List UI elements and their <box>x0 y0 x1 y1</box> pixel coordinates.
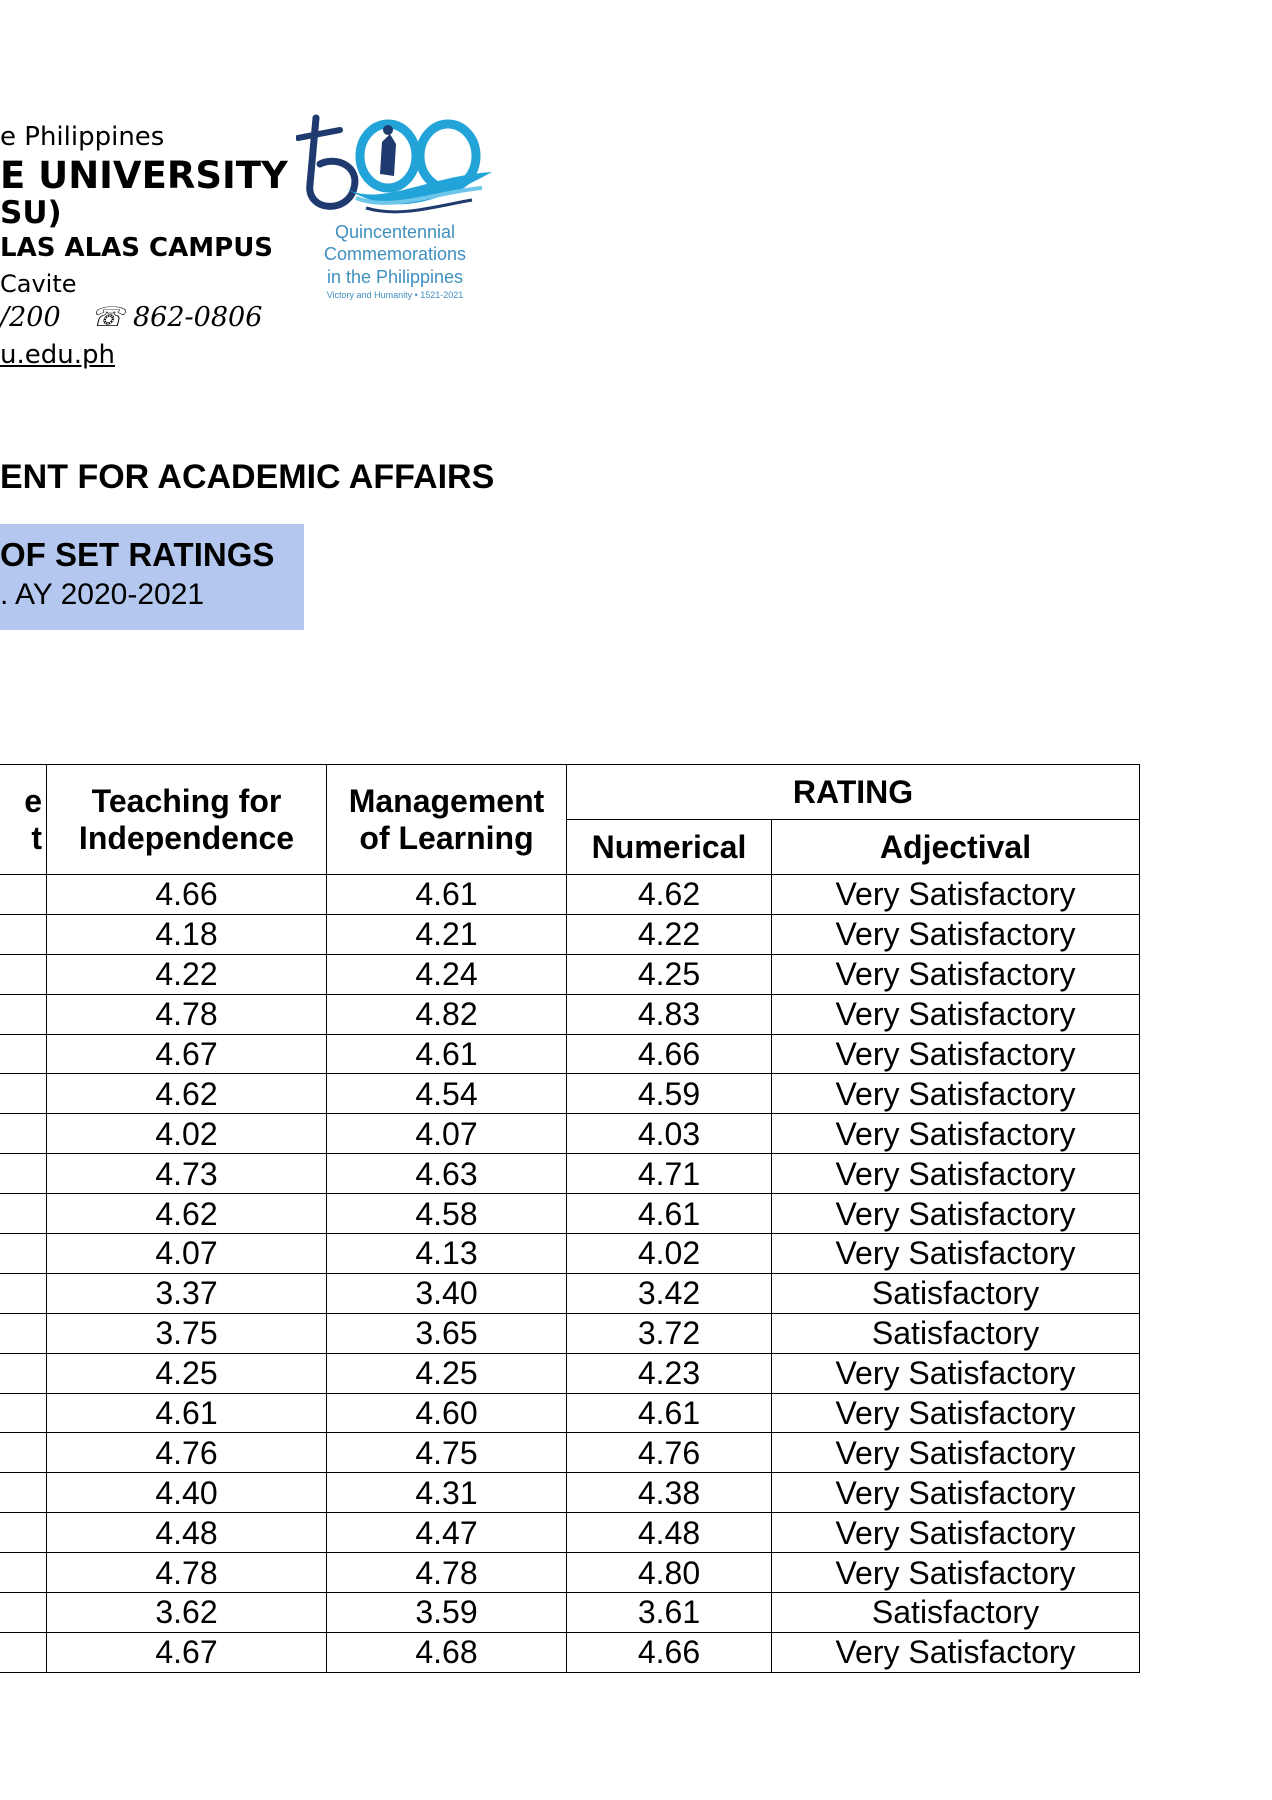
teaching-for-independence-cell: 4.25 <box>47 1353 327 1393</box>
teaching-for-independence-cell: 4.62 <box>47 1074 327 1114</box>
quincentennial-500-mark <box>296 114 494 218</box>
partial-cell <box>0 1433 47 1473</box>
numerical-rating-cell: 4.66 <box>567 1034 772 1074</box>
partial-cell <box>0 1393 47 1433</box>
quincentennial-logo <box>296 114 494 304</box>
numerical-rating-cell: 4.71 <box>567 1154 772 1194</box>
table-row <box>0 1513 1140 1553</box>
adjectival-rating-cell: Very Satisfactory <box>772 1114 1140 1154</box>
adjectival-rating-cell: Satisfactory <box>772 1593 1140 1633</box>
table-row <box>0 914 1140 954</box>
teaching-for-independence-cell: 4.18 <box>47 914 327 954</box>
adjectival-rating-cell: Very Satisfactory <box>772 1553 1140 1593</box>
logo-caption-commemorations: Commemorations <box>323 244 467 264</box>
numerical-rating-cell: 4.48 <box>567 1513 772 1553</box>
table-row <box>0 1273 1140 1313</box>
partial-cell <box>0 1034 47 1074</box>
partial-cell <box>0 1273 47 1313</box>
header-phone-number: 862-0806 <box>133 302 263 333</box>
numerical-rating-cell: 4.38 <box>567 1473 772 1513</box>
numerical-rating-cell: 4.59 <box>567 1074 772 1114</box>
numerical-rating-cell: 4.22 <box>567 914 772 954</box>
teaching-for-independence-cell: 4.62 <box>47 1194 327 1234</box>
management-of-learning-cell: 3.59 <box>327 1593 567 1633</box>
header-university-name: E UNIVERSITY <box>0 154 288 197</box>
partial-cell <box>0 1632 47 1672</box>
partial-cell <box>0 875 47 915</box>
numerical-rating-cell: 4.80 <box>567 1553 772 1593</box>
header-phone-fragment: /200 <box>0 302 61 333</box>
teaching-for-independence-cell: 4.78 <box>47 994 327 1034</box>
partial-cell <box>0 1473 47 1513</box>
management-of-learning-cell: 4.25 <box>327 1353 567 1393</box>
numerical-rating-cell: 4.61 <box>567 1194 772 1234</box>
partial-cell <box>0 1553 47 1593</box>
numerical-rating-cell: 4.62 <box>567 875 772 915</box>
table-row <box>0 954 1140 994</box>
adjectival-rating-cell: Very Satisfactory <box>772 875 1140 915</box>
adjectival-rating-cell: Very Satisfactory <box>772 994 1140 1034</box>
adjectival-rating-cell: Satisfactory <box>772 1313 1140 1353</box>
header-campus-name: LAS ALAS CAMPUS <box>0 233 274 263</box>
set-ratings-table <box>0 764 1140 1673</box>
adjectival-rating-cell: Very Satisfactory <box>772 914 1140 954</box>
partial-cell <box>0 914 47 954</box>
header-province: Cavite <box>0 270 77 298</box>
table-row <box>0 1114 1140 1154</box>
adjectival-rating-cell: Very Satisfactory <box>772 1353 1140 1393</box>
management-of-learning-cell: 4.13 <box>327 1234 567 1274</box>
management-of-learning-cell: 4.68 <box>327 1632 567 1672</box>
adjectival-rating-cell: Very Satisfactory <box>772 1632 1140 1672</box>
management-of-learning-cell: 4.58 <box>327 1194 567 1234</box>
adjectival-rating-cell: Very Satisfactory <box>772 1473 1140 1513</box>
partial-cell <box>0 954 47 994</box>
teaching-for-independence-cell: 4.22 <box>47 954 327 994</box>
table-row <box>0 1194 1140 1234</box>
partial-cell <box>0 1313 47 1353</box>
table-row <box>0 1393 1140 1433</box>
adjectival-rating-cell: Satisfactory <box>772 1273 1140 1313</box>
teaching-for-independence-cell: 4.78 <box>47 1553 327 1593</box>
teaching-for-independence-cell: 4.76 <box>47 1433 327 1473</box>
teaching-for-independence-cell: 4.40 <box>47 1473 327 1513</box>
table-row <box>0 1154 1140 1194</box>
adjectival-rating-cell: Very Satisfactory <box>772 1154 1140 1194</box>
teaching-for-independence-cell: 3.75 <box>47 1313 327 1353</box>
management-of-learning-cell: 4.54 <box>327 1074 567 1114</box>
teaching-for-independence-cell: 4.02 <box>47 1114 327 1154</box>
column-header-management-of-learning: Management of Learning <box>327 765 567 875</box>
numerical-rating-cell: 4.23 <box>567 1353 772 1393</box>
numerical-rating-cell: 4.66 <box>567 1632 772 1672</box>
adjectival-rating-cell: Very Satisfactory <box>772 1034 1140 1074</box>
table-row <box>0 1074 1140 1114</box>
numerical-rating-cell: 4.25 <box>567 954 772 994</box>
adjectival-rating-cell: Very Satisfactory <box>772 1234 1140 1274</box>
header-website-link[interactable]: u.edu.ph <box>0 340 115 370</box>
management-of-learning-cell: 4.24 <box>327 954 567 994</box>
header-university-abbreviation: SU) <box>0 195 62 231</box>
header-country-line: e Philippines <box>0 122 165 152</box>
logo-caption-quincentennial: Quincentennial <box>334 222 456 242</box>
teaching-for-independence-cell: 4.73 <box>47 1154 327 1194</box>
logo-caption-tagline: Victory and Humanity • 1521-2021 <box>326 290 464 300</box>
partial-cell <box>0 1154 47 1194</box>
partial-cell <box>0 1353 47 1393</box>
teaching-for-independence-cell: 4.66 <box>47 875 327 915</box>
adjectival-rating-cell: Very Satisfactory <box>772 954 1140 994</box>
telephone-icon: ☏ <box>90 302 125 333</box>
partial-cell <box>0 1234 47 1274</box>
numerical-rating-cell: 3.72 <box>567 1313 772 1353</box>
numerical-rating-cell: 4.61 <box>567 1393 772 1433</box>
management-of-learning-cell: 4.82 <box>327 994 567 1034</box>
management-of-learning-cell: 4.75 <box>327 1433 567 1473</box>
adjectival-rating-cell: Very Satisfactory <box>772 1194 1140 1234</box>
management-of-learning-cell: 3.65 <box>327 1313 567 1353</box>
numerical-rating-cell: 4.76 <box>567 1433 772 1473</box>
teaching-for-independence-cell: 3.37 <box>47 1273 327 1313</box>
management-of-learning-cell: 4.07 <box>327 1114 567 1154</box>
header-phone-line <box>0 302 262 333</box>
column-header-teaching-for-independence: Teaching for Independence <box>47 765 327 875</box>
teaching-for-independence-cell: 4.07 <box>47 1234 327 1274</box>
table-row <box>0 1234 1140 1274</box>
management-of-learning-cell: 4.47 <box>327 1513 567 1553</box>
adjectival-rating-cell: Very Satisfactory <box>772 1513 1140 1553</box>
management-of-learning-cell: 4.21 <box>327 914 567 954</box>
numerical-rating-cell: 4.83 <box>567 994 772 1034</box>
table-row <box>0 1433 1140 1473</box>
table-row <box>0 1353 1140 1393</box>
logo-caption-philippines: in the Philippines <box>326 267 464 287</box>
table-row <box>0 1313 1140 1353</box>
management-of-learning-cell: 4.31 <box>327 1473 567 1513</box>
column-header-numerical: Numerical <box>567 820 772 875</box>
adjectival-rating-cell: Very Satisfactory <box>772 1393 1140 1433</box>
management-of-learning-cell: 3.40 <box>327 1273 567 1313</box>
numerical-rating-cell: 3.61 <box>567 1593 772 1633</box>
management-of-learning-cell: 4.61 <box>327 875 567 915</box>
column-header-partial: e t <box>0 765 47 875</box>
numerical-rating-cell: 4.02 <box>567 1234 772 1274</box>
adjectival-rating-cell: Very Satisfactory <box>772 1074 1140 1114</box>
management-of-learning-cell: 4.63 <box>327 1154 567 1194</box>
teaching-for-independence-cell: 4.48 <box>47 1513 327 1553</box>
teaching-for-independence-cell: 4.67 <box>47 1034 327 1074</box>
partial-cell <box>0 1513 47 1553</box>
report-title: OF SET RATINGS <box>0 536 275 573</box>
adjectival-rating-cell: Very Satisfactory <box>772 1433 1140 1473</box>
partial-cell <box>0 1194 47 1234</box>
table-row <box>0 1473 1140 1513</box>
teaching-for-independence-cell: 4.61 <box>47 1393 327 1433</box>
numerical-rating-cell: 3.42 <box>567 1273 772 1313</box>
management-of-learning-cell: 4.61 <box>327 1034 567 1074</box>
rating-rows <box>0 875 1140 1673</box>
table-row <box>0 1553 1140 1593</box>
partial-cell <box>0 1593 47 1633</box>
teaching-for-independence-cell: 4.67 <box>47 1632 327 1672</box>
teaching-for-independence-cell: 3.62 <box>47 1593 327 1633</box>
table-row <box>0 1034 1140 1074</box>
management-of-learning-cell: 4.60 <box>327 1393 567 1433</box>
report-period: . AY 2020-2021 <box>0 578 205 611</box>
report-title-banner <box>0 524 304 630</box>
table-row <box>0 1632 1140 1672</box>
table-row <box>0 875 1140 915</box>
partial-cell <box>0 994 47 1034</box>
column-header-rating: RATING <box>567 765 1140 820</box>
partial-cell <box>0 1074 47 1114</box>
numerical-rating-cell: 4.03 <box>567 1114 772 1154</box>
management-of-learning-cell: 4.78 <box>327 1553 567 1593</box>
partial-cell <box>0 1114 47 1154</box>
table-row <box>0 994 1140 1034</box>
table-row <box>0 1593 1140 1633</box>
column-header-adjectival: Adjectival <box>772 820 1140 875</box>
office-title: ENT FOR ACADEMIC AFFAIRS <box>0 458 495 496</box>
